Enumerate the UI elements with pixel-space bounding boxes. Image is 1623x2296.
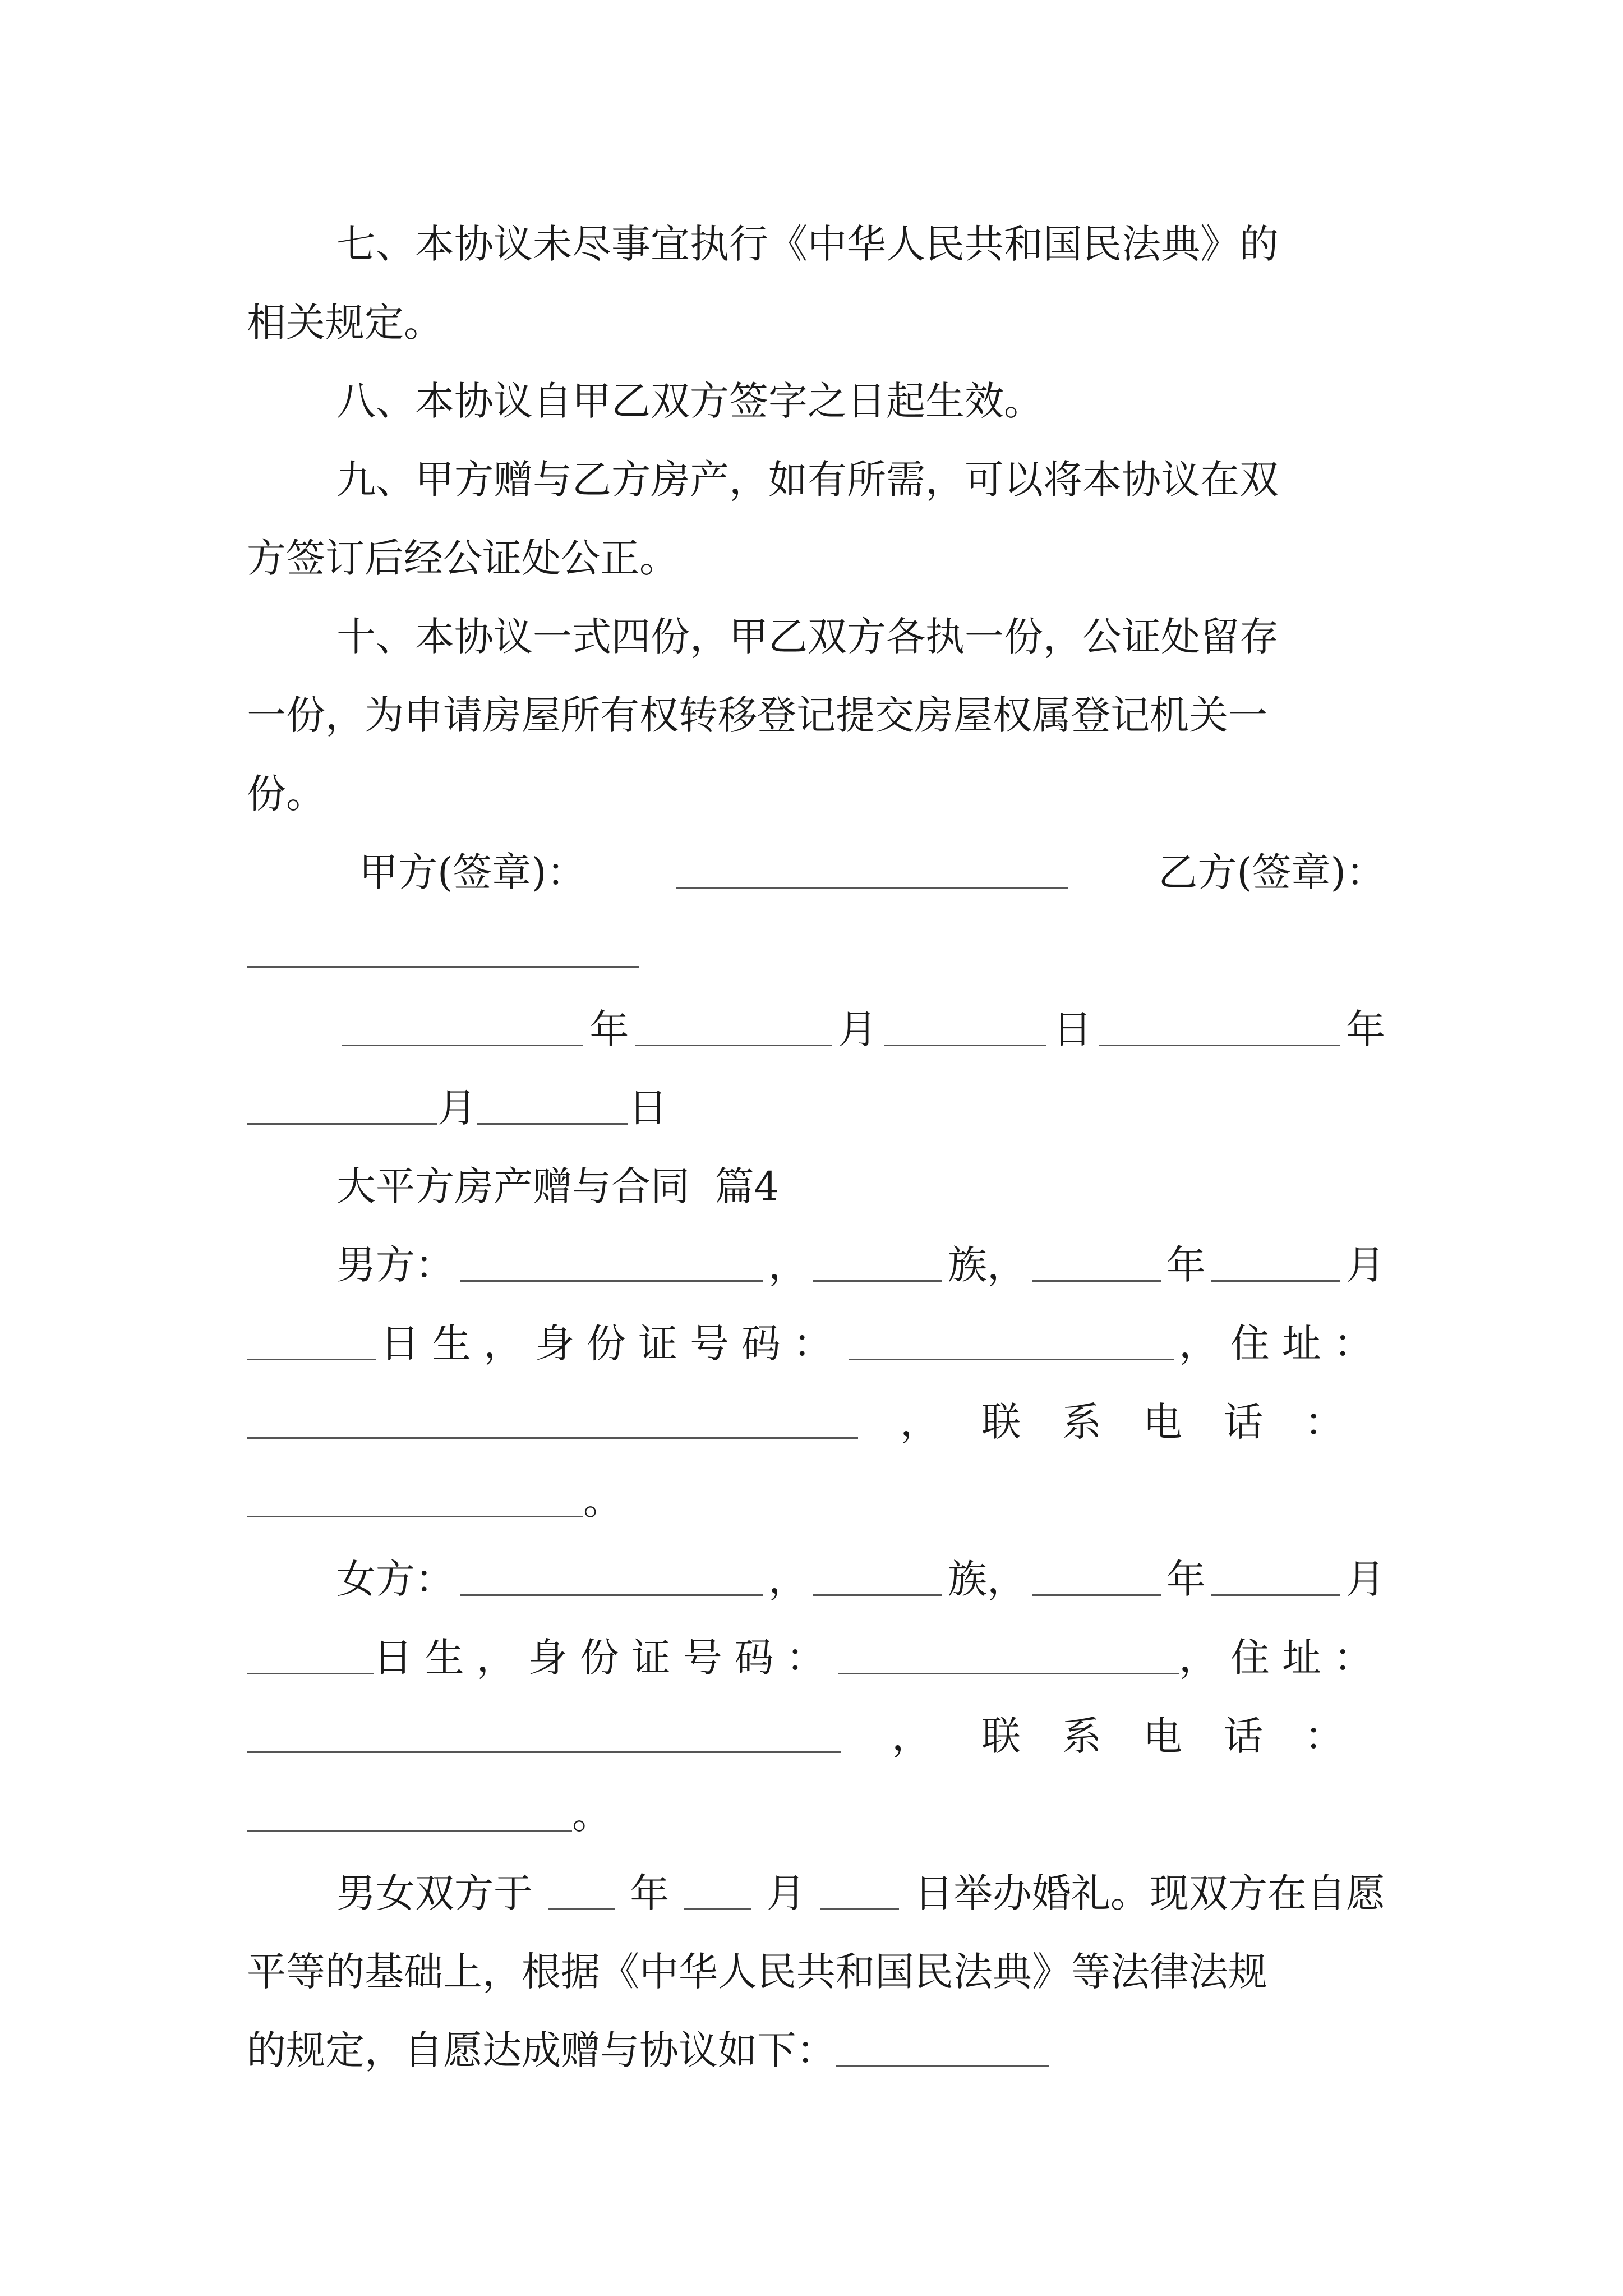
party-b-day-blank: [477, 1076, 628, 1125]
male-address-label: ，住址：: [1179, 1320, 1385, 1366]
male-ethnicity-label: 族，: [948, 1242, 1026, 1288]
year-label: 年: [589, 1006, 629, 1052]
wedding-month-blank: [684, 1861, 751, 1910]
party-b-year-blank: [1099, 997, 1340, 1046]
section-title: 大平方房产赠与合同 篇4: [336, 1163, 780, 1209]
party-b-month-blank: [247, 1076, 437, 1125]
female-period: 。: [572, 1792, 611, 1838]
party-a-signature-blank: [676, 840, 1068, 889]
female-row-1: [336, 1540, 1385, 1618]
female-row-2: [247, 1618, 1385, 1697]
wedding-month-label: 月: [766, 1870, 806, 1916]
female-born-id-label: 日生，身份证号码：: [373, 1635, 838, 1681]
month-label: 月: [838, 1006, 878, 1052]
wedding-year-label: 年: [630, 1870, 670, 1916]
clause-10-line-3: 份。: [247, 771, 325, 817]
party-a-day-blank: [884, 997, 1046, 1046]
female-address-blank: [247, 1704, 841, 1753]
female-phone-blank: [247, 1783, 572, 1832]
female-address-label: ，住址：: [1179, 1635, 1385, 1681]
wedding-suffix: 日举办婚礼。现双方在自愿: [914, 1870, 1385, 1916]
female-day-blank: [247, 1626, 374, 1674]
male-comma: ，: [768, 1242, 808, 1288]
party-a-year-blank: [342, 997, 583, 1046]
female-month-label: 月: [1346, 1556, 1385, 1602]
clause-10-line-1: 十、本协议一式四份，甲乙双方各执一份，公证处留存: [336, 614, 1279, 660]
female-id-blank: [838, 1626, 1179, 1674]
clause-10-line-2: 一份，为申请房屋所有权转移登记提交房屋权属登记机关一: [247, 692, 1267, 738]
party-b-signature-label: 乙方(签章)：: [1158, 849, 1385, 895]
clause-8: 八、本协议自甲乙双方签字之日起生效。: [336, 378, 1043, 424]
signature-row: [359, 833, 1385, 912]
male-row-3: [247, 1383, 1385, 1461]
year-label-2: 年: [1345, 1006, 1385, 1052]
clause-7-line-2: 相关规定。: [247, 300, 443, 346]
male-year-label: 年: [1166, 1242, 1206, 1288]
male-month-label: 月: [1346, 1242, 1385, 1288]
party-a-month-blank: [635, 997, 832, 1046]
male-phone-blank: [247, 1469, 583, 1517]
wedding-line-3: [247, 2011, 1385, 2090]
party-b-signature-line: [247, 912, 1385, 990]
male-year-blank: [1032, 1233, 1161, 1282]
day-label: 日: [1053, 1006, 1092, 1052]
female-month-blank: [1211, 1547, 1340, 1596]
date-row-2: [247, 1069, 1385, 1147]
wedding-line-2: 平等的基础上，根据《中华人民共和国民法典》等法律法规: [247, 1949, 1267, 1995]
party-a-signature-label: 甲方(签章)：: [359, 849, 586, 895]
agreement-blank: [836, 2018, 1049, 2067]
wedding-line-3-text: 的规定，自愿达成赠与协议如下：: [247, 2027, 836, 2073]
female-comma: ，: [768, 1556, 808, 1602]
female-phone-label: 联系电话：: [981, 1713, 1385, 1759]
male-period: 。: [583, 1478, 623, 1524]
male-month-blank: [1211, 1233, 1340, 1282]
female-row-4: [247, 1775, 1385, 1854]
male-name-blank: [460, 1233, 763, 1282]
wedding-line-1: [336, 1854, 1385, 1932]
male-row-2: [247, 1304, 1385, 1383]
male-address-blank: [247, 1390, 858, 1439]
female-comma-2: ，: [892, 1713, 931, 1759]
female-name-blank: [460, 1547, 763, 1596]
date-row: [342, 990, 1385, 1069]
male-row-1: [336, 1226, 1385, 1304]
male-born-id-label: 日生，身份证号码：: [380, 1320, 845, 1366]
clause-9-line-1: 九、甲方赠与乙方房产，如有所需，可以将本协议在双: [336, 457, 1279, 503]
clause-9-line-2: 方签订后经公证处公正。: [247, 535, 679, 581]
female-ethnicity-blank: [813, 1547, 942, 1596]
wedding-prefix: 男女双方于: [336, 1870, 533, 1916]
female-row-3: [247, 1697, 1385, 1775]
wedding-day-blank: [820, 1861, 899, 1910]
male-label: 男方：: [336, 1242, 454, 1288]
female-ethnicity-label: 族，: [948, 1556, 1026, 1602]
day-label-2: 日: [628, 1085, 667, 1131]
male-row-4: [247, 1461, 1385, 1540]
wedding-year-blank: [548, 1861, 615, 1910]
male-day-blank: [247, 1312, 376, 1360]
party-b-signature-blank: [247, 919, 639, 968]
female-label: 女方：: [336, 1556, 454, 1602]
female-year-label: 年: [1166, 1556, 1206, 1602]
male-comma-2: ，: [900, 1399, 939, 1445]
male-id-blank: [849, 1312, 1174, 1360]
month-label-2: 月: [437, 1085, 477, 1131]
clause-7-line-1: 七、本协议未尽事宜执行《中华人民共和国民法典》的: [336, 221, 1279, 267]
male-phone-label: 联系电话：: [981, 1399, 1385, 1445]
male-ethnicity-blank: [813, 1233, 942, 1282]
female-year-blank: [1032, 1547, 1161, 1596]
